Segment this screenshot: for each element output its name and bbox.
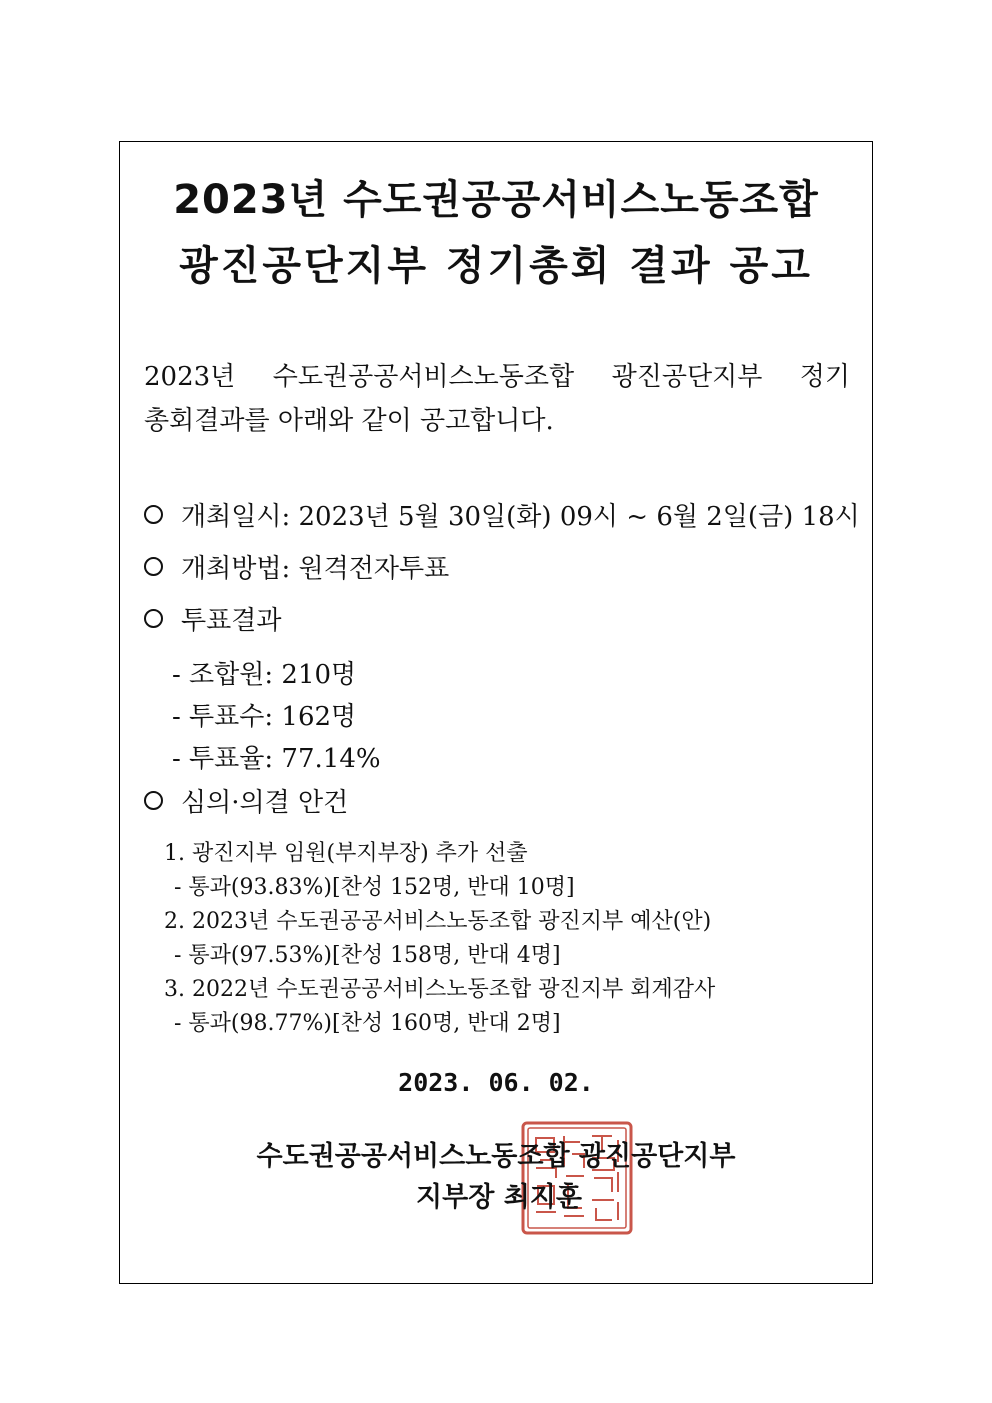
agenda-item-3: 3. 2022년 수도권공공서비스노동조합 광진지부 회계감사 (164, 977, 716, 1002)
notice-frame (119, 141, 873, 1284)
agenda-item-2: 2. 2023년 수도권공공서비스노동조합 광진지부 예산(안) (164, 909, 712, 934)
signer-name: 지부장 최지훈 (416, 1182, 582, 1213)
title-line-1: 2023년 수도권공공서비스노동조합 (173, 177, 819, 223)
intro-line-1 (144, 356, 850, 393)
agenda-result-3: - 통과(98.77%)[찬성 160명, 반대 2명] (174, 1011, 561, 1036)
vote-count: - 투표수: 162명 (172, 702, 357, 732)
item-method-text: 개최방법: 원격전자투표 (181, 554, 450, 584)
item-date (144, 496, 860, 533)
item-agenda-text: 심의·의결 안건 (181, 788, 349, 818)
intro-word: 2023년 (144, 362, 236, 392)
circle-bullet-icon (144, 609, 163, 628)
item-vote (144, 600, 281, 637)
agenda-item-1: 1. 광진지부 임원(부지부장) 추가 선출 (164, 841, 528, 866)
vote-members: - 조합원: 210명 (172, 660, 357, 690)
item-method (144, 548, 449, 585)
item-vote-text: 투표결과 (181, 606, 282, 636)
notice-date: 2023. 06. 02. (398, 1068, 594, 1097)
intro-word: 광진공단지부 (611, 362, 763, 392)
item-agenda (144, 782, 348, 819)
title-line-2: 광진공단지부 정기총회 결과 공고 (179, 243, 813, 289)
circle-bullet-icon (144, 557, 163, 576)
agenda-result-1: - 통과(93.83%)[찬성 152명, 반대 10명] (174, 875, 575, 900)
item-date-text: 개최일시: 2023년 5월 30일(화) 09시 ~ 6월 2일(금) 18시 (181, 502, 860, 532)
intro-word: 정기 (799, 362, 850, 392)
intro-word: 수도권공공서비스노동조합 (272, 362, 575, 392)
organization-name: 수도권공공서비스노동조합 광진공단지부 (256, 1141, 736, 1172)
intro-line-2: 총회결과를 아래와 같이 공고합니다. (144, 406, 554, 436)
circle-bullet-icon (144, 791, 163, 810)
agenda-result-2: - 통과(97.53%)[찬성 158명, 반대 4명] (174, 943, 561, 968)
vote-rate: - 투표율: 77.14% (172, 744, 381, 774)
circle-bullet-icon (144, 505, 163, 524)
